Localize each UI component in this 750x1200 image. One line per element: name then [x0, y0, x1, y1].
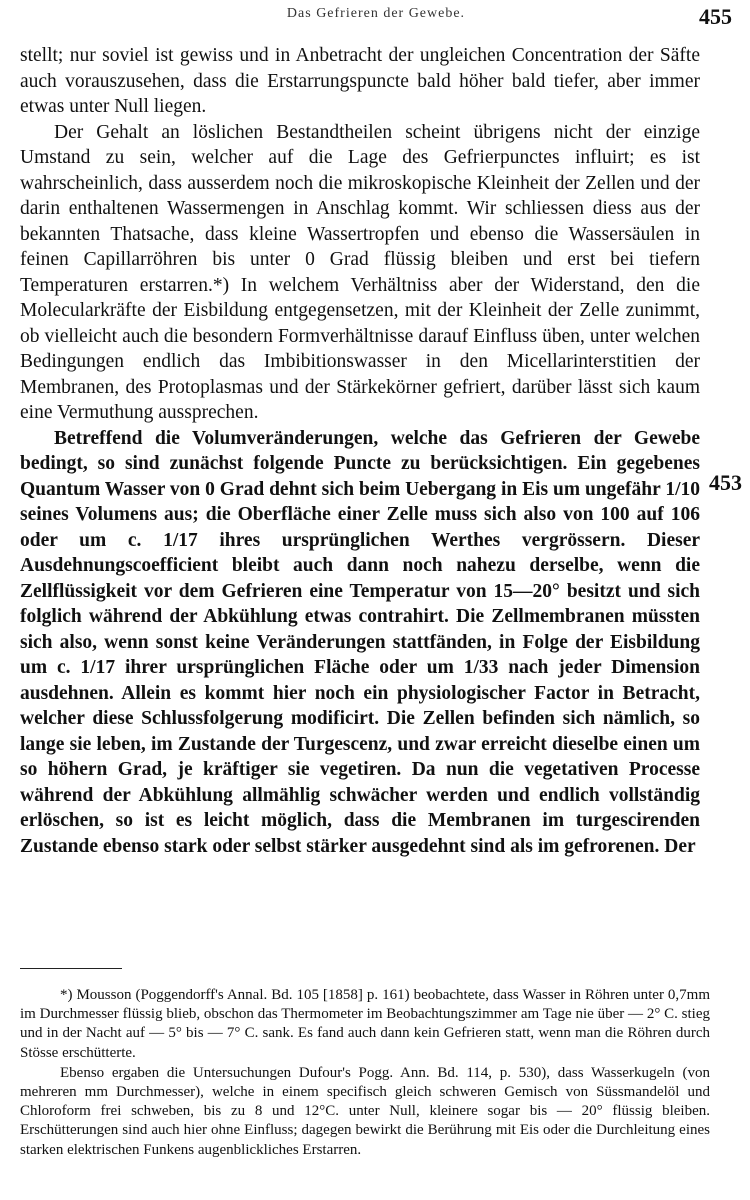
- footnotes: [20, 986, 710, 1160]
- footnote-1: *) Mousson (Poggendorff's Annal. Bd. 105 [1858] p. 161) beobachtete, dass Wasser in Röhren unter 0,7mm im Durchmesser flüssig blieb, obschon das Thermometer im Beobachtungszimmer am Tage nie über — 2° C. stieg und in der Nacht auf — 5° bis — 7° C. sank. Es fand auch dann kein Gefrieren statt, wenn man die Röhren durch Stösse erschütterte.: [20, 987, 710, 1061]
- running-title: Das Gefrieren der Gewebe.: [286, 6, 466, 21]
- paragraph-1: stellt; nur soviel ist gewiss und in Anbetracht der ungleichen Concentration der Säfte auch vorauszusehen, dass die Erstarrungspuncte bald höher bald tiefer, aber immer etwas unter Null liegen.: [20, 45, 700, 117]
- paragraph-2: Der Gehalt an löslichen Bestandtheilen scheint übrigens nicht der einzige Umstand zu sein, welcher auf die Lage des Gefrierpunctes influirt; es ist wahrscheinlich, dass ausserdem noch die mikroskopische Kleinheit der Zellen und der darin enthaltenen Wassermengen in Anschlag kommt. Wir schliessen diess aus der bekannten Thatsache, dass kleine Wassertropfen und ebenso die Wassersäulen in feinen Capillarröhren bis unter 0 Grad flüssig bleiben und erst bei tiefern Temperaturen erstarren.*) In welchem Verhältniss aber der Widerstand, den die Molecularkräfte der Eisbildung entgegensetzen, mit der Kleinheit der Zelle zunimmt, ob vielleicht auch die besondern Formverhältnisse darauf Einfluss üben, unter welchen Bedingungen endlich das Imbibitionswasser in den Micellarinterstitien der Membranen, des Protoplasmas und der Stärkekörner gefriert, darüber lässt sich kaum eine Vermuthung aussprechen.: [20, 121, 700, 423]
- paragraph-3: Betreffend die Volumveränderungen, welche das Gefrieren der Gewebe bedingt, so sind zunächst folgende Puncte zu berücksichtigen. Ein gegebenes Quantum Wasser von 0 Grad dehnt sich beim Uebergang in Eis um ungefähr 1/10 seines Volumens aus; die Oberfläche einer Zelle muss sich also von 100 auf 106 oder um c. 1/17 ihres ursprünglichen Werthes vergrössern. Dieser Ausdehnungscoefficient bleibt auch dann noch nahezu derselbe, wenn die Zellflüssigkeit vor dem Gefrieren eine Temperatur von 15—20° besitzt und sich folglich während der Abkühlung etwas contrahirt. Die Zellmembranen müssten sich also, wenn sonst keine Veränderungen stattfänden, in Folge der Eisbildung um c. 1/17 ihrer ursprünglichen Fläche oder um 1/33 nach jeder Dimension ausdehnen. Allein es kommt hier noch ein physiologischer Factor in Betracht, welcher diese Schlussfolgerung modificirt. Die Zellen befinden sich nämlich, so lange sie leben, im Zustande der Turgescenz, und zwar erreicht dieselbe einen um so höhern Grad, je kräftiger sie vegetiren. Da nun die vegetativen Processe während der Abkühlung allmählig schwächer werden und endlich vollständig erlöschen, so ist es leicht möglich, dass die Membranen im turgescirenden Zustande ebenso stark oder selbst stärker ausgedehnt sind als im gefrorenen. Der: [20, 427, 700, 857]
- margin-page-number: 453: [709, 470, 742, 495]
- page-number: 455: [699, 4, 732, 29]
- footnote-2: Ebenso ergaben die Untersuchungen Dufour's Pogg. Ann. Bd. 114, p. 530), dass Wasserkugeln (von mehreren mm Durchmesser), welche in einem specifisch gleich schweren Gemisch von Süssmandelöl und Chloroform frei schweben, bis zu 8 und 12°C. unter Null, kleinere sogar bis — 20° flüssig bleiben. Erschütterungen sind auch hier ohne Einfluss; dagegen bewirkt die Berührung mit Eis oder die Durchleitung eines starken elektrischen Funkens augenblickliches Erstarren.: [20, 1064, 710, 1158]
- page-header: [20, 6, 732, 30]
- footnote-divider: [20, 968, 122, 969]
- main-text: [20, 43, 700, 859]
